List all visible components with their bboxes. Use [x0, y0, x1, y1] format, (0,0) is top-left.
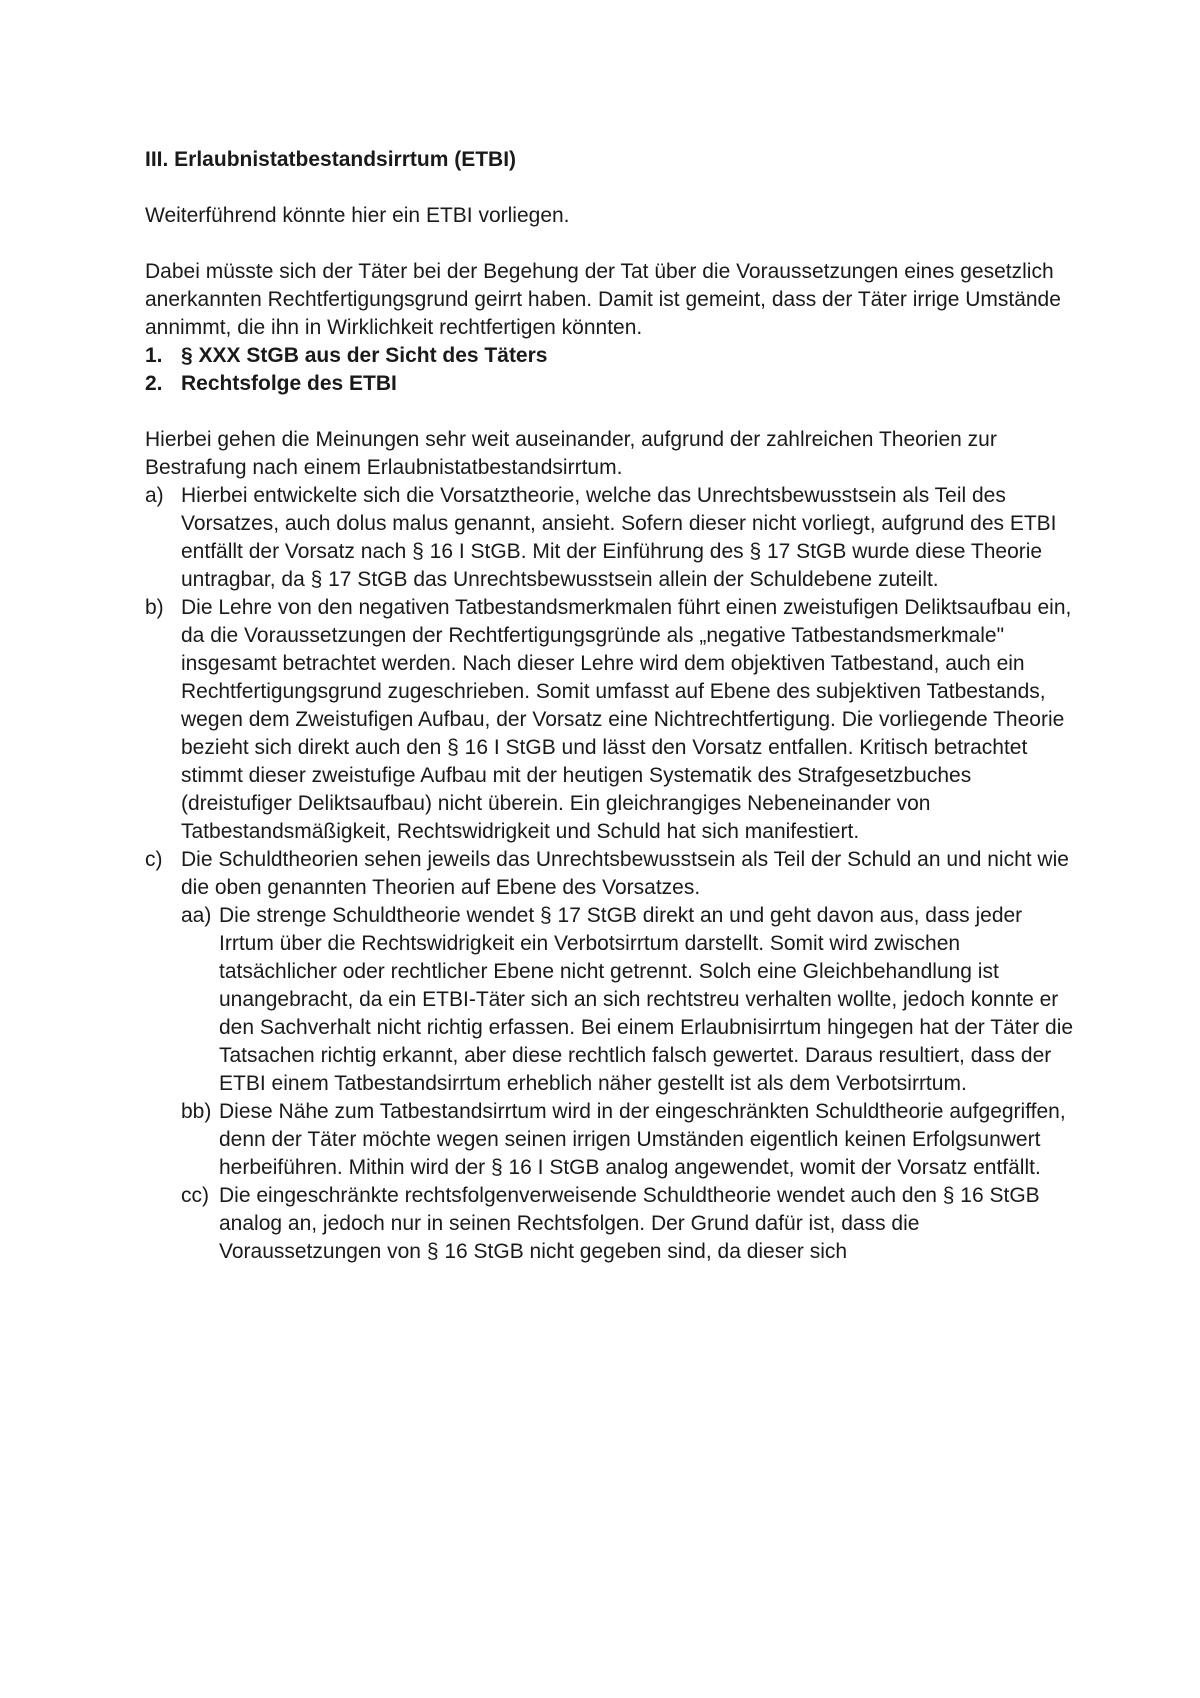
heading-2-number: 2.	[145, 372, 163, 395]
heading-2-text: Rechtsfolge des ETBI	[181, 372, 397, 395]
list-item-text: Die Lehre von den negativen Tatbestandsmerkmalen führt einen zweistufigen Deliktsaufbau ein, da die Voraussetzungen der Rechtfertigungsgründe als „negative Tatbestandsmerkmale" insgesamt betrachtet werden. Nach dieser Lehre wird dem objektiven Tatbestand, auch ein Rechtfertigungsgrund zugeschrieben. Somit umfasst auf Ebene des subjektiven Tatbestands, wegen dem Zweistufigen Aufbau, der Vorsatz eine Nichtrechtfertigung. Die vorliegende Theorie bezieht sich direkt auch den § 16 I StGB und lässt den Vorsatz entfallen. Kritisch betrachtet stimmt dieser zweistufige Aufbau mit der heutigen Systematik des Strafgesetzbuches (dreistufiger Deliktsaufbau) nicht überein. Ein gleichrangiges Nebeneinander von Tatbestandsmäßigkeit, Rechtswidrigkeit und Schuld hat sich manifestiert.	[181, 596, 1072, 843]
sublist-marker: bb)	[181, 1100, 212, 1123]
section-title: III. Erlaubnistatbestandsirrtum (ETBI)	[145, 148, 517, 171]
list-marker: b)	[145, 596, 164, 619]
sublist-item-text: Die strenge Schuldtheorie wendet § 17 StGB direkt an und geht davon aus, dass jeder Irrtum über die Rechtswidrigkeit ein Verbotsirrtum darstellt. Somit wird zwischen tatsächlicher oder rechtlicher Ebene nicht getrennt. Solch eine Gleichbehandlung ist unangebracht, da ein ETBI-Täter sich an sich rechtstreu verhalten wollte, jedoch konnte er den Sachverhalt nicht richtig erfassen. Bei einem Erlaubnisirrtum hingegen hat der Täter die Tatsachen richtig erkannt, aber diese rechtlich falsch gewertet. Daraus resultiert, dass der ETBI einem Tatbestandsirrtum erheblich näher gestellt ist als dem Verbotsirrtum.	[219, 904, 1074, 1095]
sublist-marker: aa)	[181, 904, 212, 927]
heading-2	[145, 370, 1075, 398]
heading-1	[145, 342, 1075, 370]
list-marker: a)	[145, 484, 164, 507]
list-item-b	[145, 594, 1075, 846]
intro-paragraph: Weiterführend könnte hier ein ETBI vorliegen.	[145, 204, 570, 227]
list-marker: c)	[145, 848, 163, 871]
theories-intro-paragraph: Hierbei gehen die Meinungen sehr weit auseinander, aufgrund der zahlreichen Theorien zur Bestrafung nach einem Erlaubnistatbestandsirrtum.	[145, 428, 997, 479]
sublist-item-aa	[181, 902, 1075, 1098]
definition-paragraph: Dabei müsste sich der Täter bei der Begehung der Tat über die Voraussetzungen eines gesetzlich anerkannten Rechtfertigungsgrund geirrt haben. Damit ist gemeint, dass der Täter irrige Umstände annimmt, die ihn in Wirklichkeit rechtfertigen könnten.	[145, 260, 1061, 339]
list-item-text: Hierbei entwickelte sich die Vorsatztheorie, welche das Unrechtsbewusstsein als Teil des Vorsatzes, auch dolus malus genannt, ansieht. Sofern dieser nicht vorliegt, aufgrund des ETBI entfällt der Vorsatz nach § 16 I StGB. Mit der Einführung des § 17 StGB wurde diese Theorie untragbar, da § 17 StGB das Unrechtsbewusstsein allein der Schuldebene zuteilt.	[181, 484, 1057, 591]
sublist-item-cc	[181, 1182, 1075, 1266]
sublist-item-text: Die eingeschränkte rechtsfolgenverweisende Schuldtheorie wendet auch den § 16 StGB analog an, jedoch nur in seinen Rechtsfolgen. Der Grund dafür ist, dass die Voraussetzungen von § 16 StGB nicht gegeben sind, da dieser sich	[219, 1184, 1040, 1263]
sublist-marker: cc)	[181, 1184, 209, 1207]
heading-1-number: 1.	[145, 344, 163, 367]
document-page	[145, 146, 1075, 1266]
sublist-item-bb	[181, 1098, 1075, 1182]
list-item-a	[145, 482, 1075, 594]
heading-1-text: § XXX StGB aus der Sicht des Täters	[181, 344, 548, 367]
list-item-text: Die Schuldtheorien sehen jeweils das Unrechtsbewusstsein als Teil der Schuld an und nicht wie die oben genannten Theorien auf Ebene des Vorsatzes.	[181, 848, 1069, 899]
sublist-item-text: Diese Nähe zum Tatbestandsirrtum wird in der eingeschränkten Schuldtheorie aufgegriffen, denn der Täter möchte wegen seinen irrigen Umständen eigentlich keinen Erfolgsunwert herbeiführen. Mithin wird der § 16 I StGB analog angewendet, womit der Vorsatz entfällt.	[219, 1100, 1066, 1179]
list-item-c	[145, 846, 1075, 902]
